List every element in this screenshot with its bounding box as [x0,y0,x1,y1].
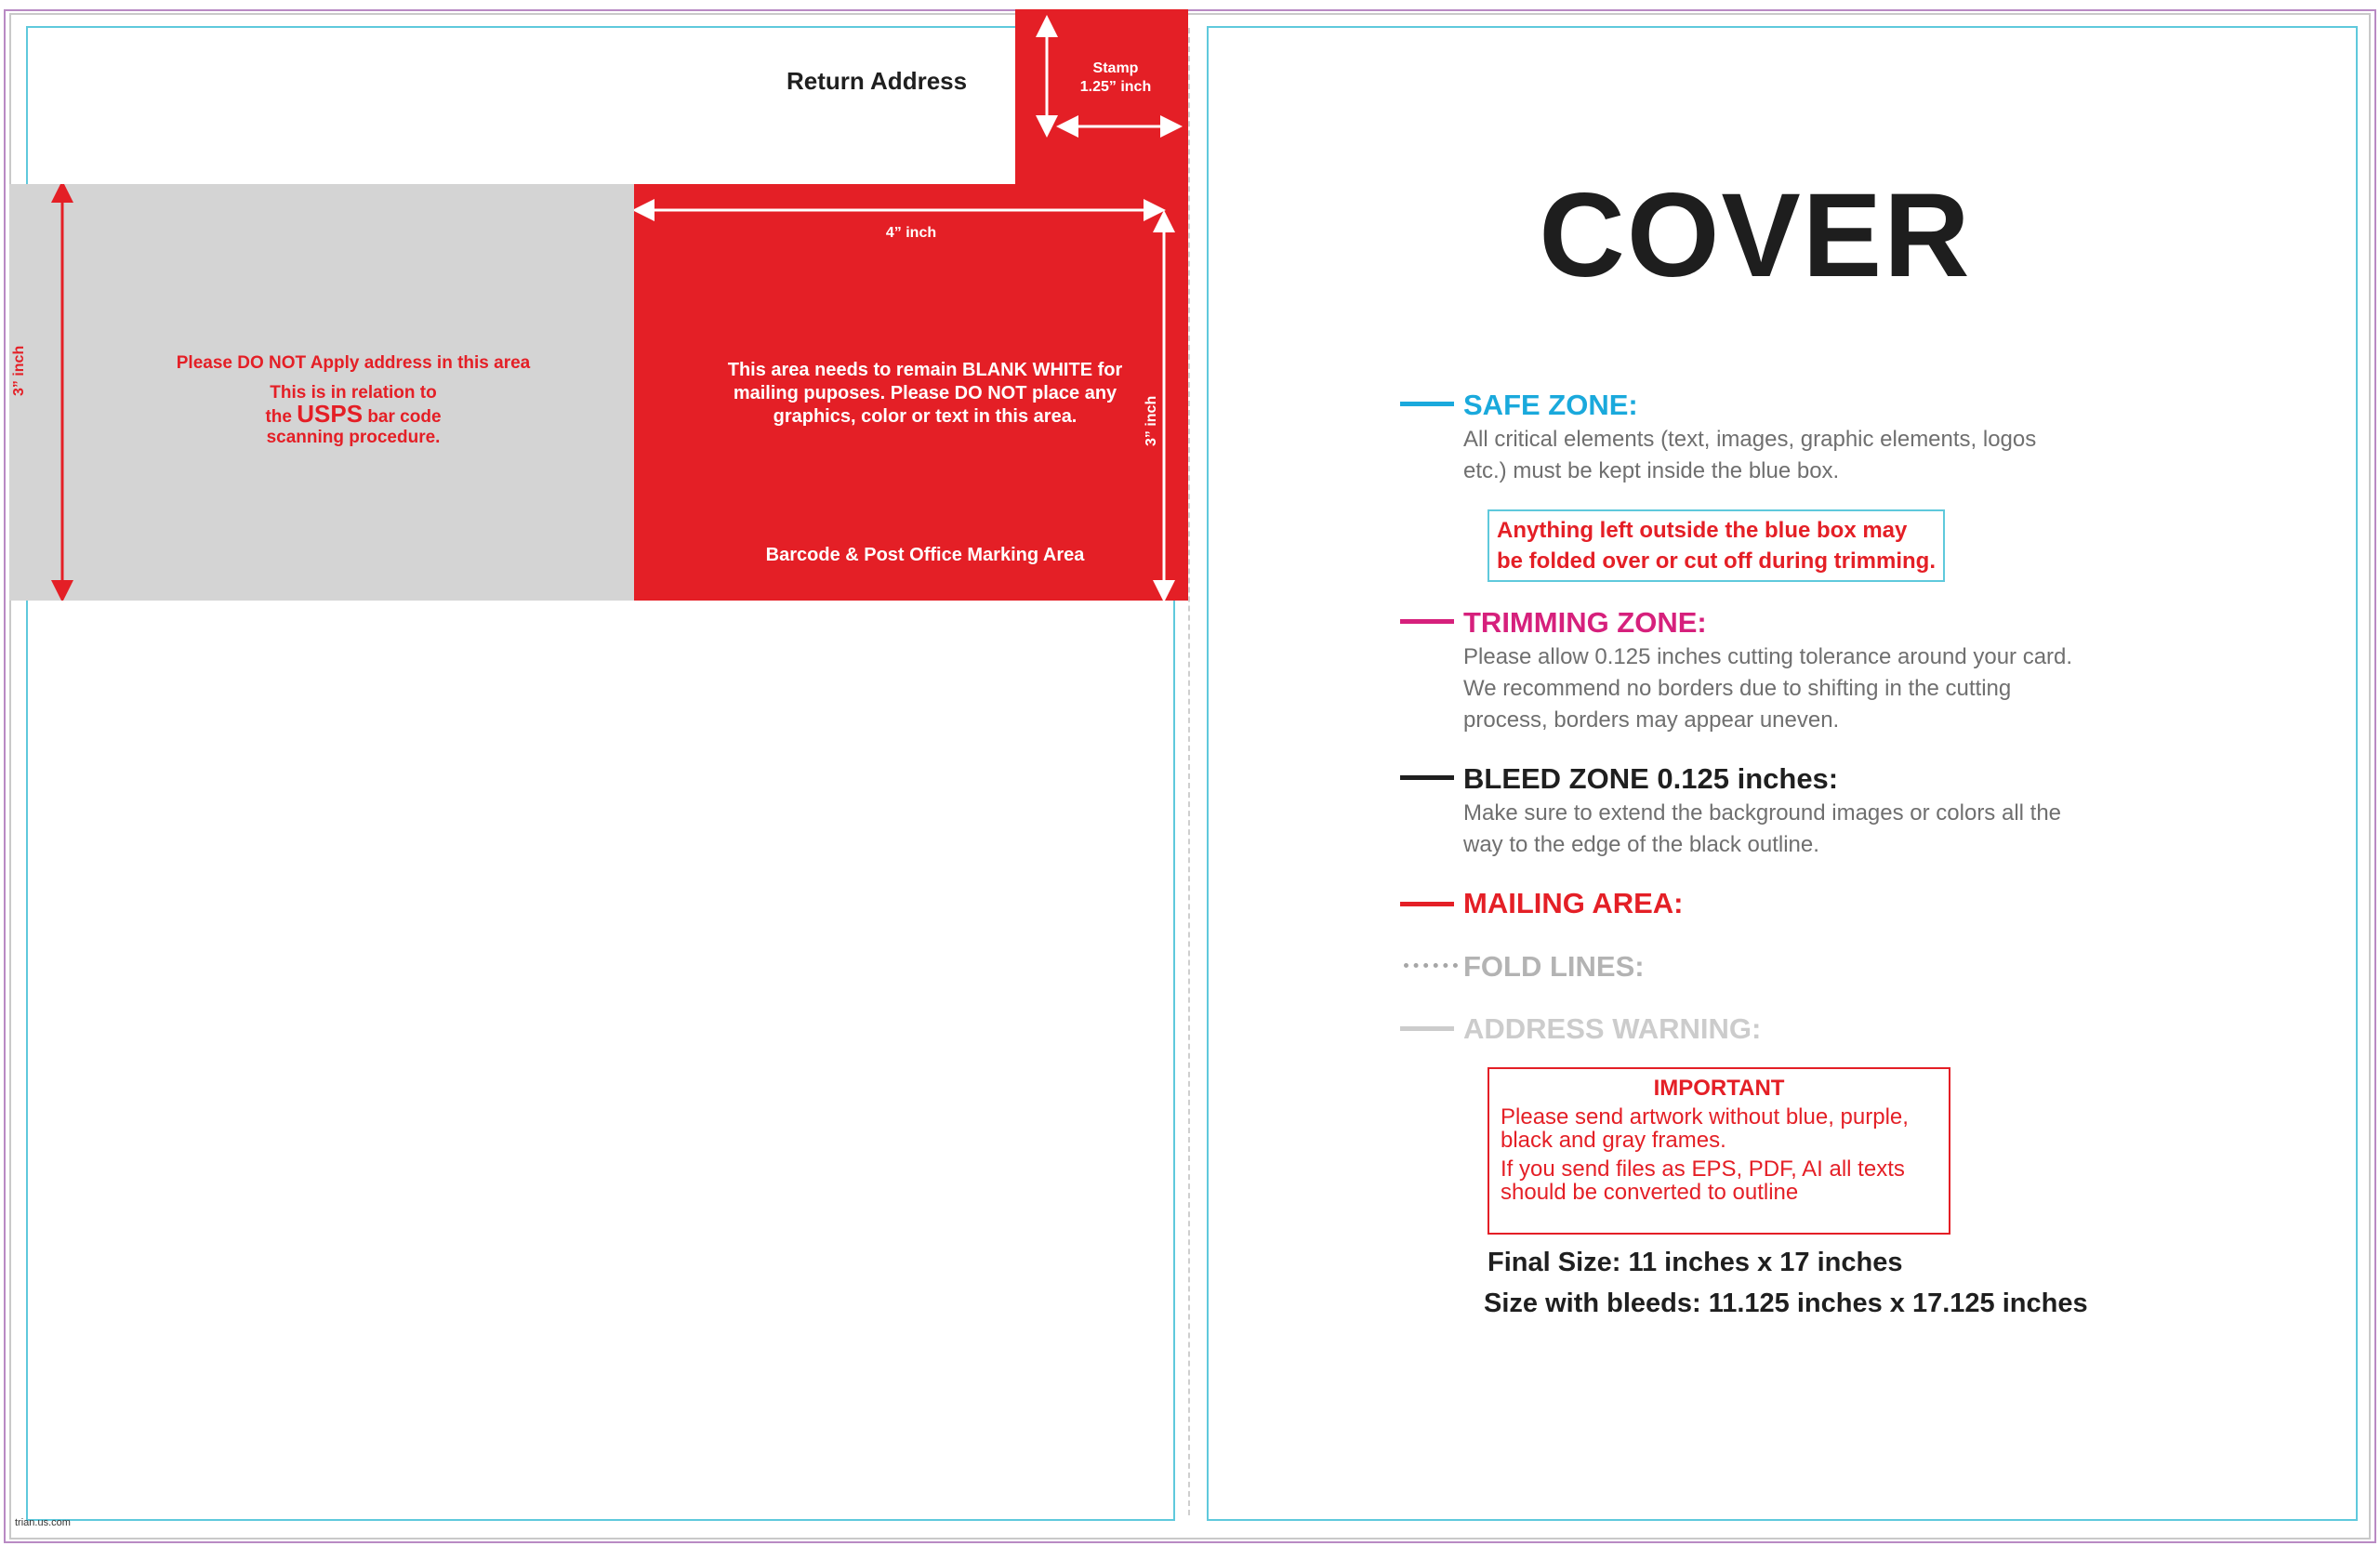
barcode-width-dimension: 4” inch [885,225,937,241]
trimming-zone-desc-line3: process, borders may appear uneven. [1463,707,1840,733]
gray-warning-title: Please DO NOT Apply address in this area [176,353,531,373]
gray-warning-block [139,353,567,448]
barcode-area-label: Barcode & Post Office Marking Area [765,545,1085,565]
address-warning-heading: ADDRESS WARNING: [1463,1012,1762,1045]
mailing-area-heading: MAILING AREA: [1463,887,1684,919]
barcode-warning-line2: mailing puposes. Please DO NOT place any [733,383,1117,403]
fold-line [1188,28,1190,1515]
safe-zone-note [1488,509,1945,582]
trimming-zone-swatch [1400,619,1454,624]
safe-zone-swatch [1400,402,1454,406]
trimming-zone-desc-line1: Please allow 0.125 inches cutting tolerance around your card. [1463,644,2073,669]
trimming-zone-heading: TRIMMING ZONE: [1463,606,1707,639]
bleed-zone-desc-line1: Make sure to extend the background images or colors all the [1463,800,2062,826]
bleed-zone-swatch [1400,775,1454,780]
mailing-area-swatch [1400,902,1454,906]
gray-relation-the: the [265,407,292,427]
barcode-area-warning [679,359,1171,429]
bleed-zone-heading: BLEED ZONE 0.125 inches: [1463,762,1839,795]
barcode-warning-line3: graphics, color or text in this area. [773,406,1078,427]
safe-zone-note-line2: be folded over or cut off during trimming. [1497,548,1936,574]
trimming-zone-description [1463,641,2072,736]
gray-relation-line3: scanning procedure. [266,428,441,447]
important-line2: black and gray frames. [1501,1128,1726,1153]
important-line4: should be converted to outline [1501,1180,1799,1205]
safe-zone-note-line1: Anything left outside the blue box may [1497,518,1908,543]
stamp-size-text: 1.25” inch [1079,79,1152,95]
gray-relation-line1: This is in relation to [270,383,437,403]
gray-relation-barcode: bar code [367,407,442,427]
gray-height-dimension: 3” inch [11,345,27,396]
barcode-height-dimension: 3” inch [1144,395,1159,446]
important-line1: Please send artwork without blue, purple, [1501,1104,1909,1130]
bleed-zone-desc-line2: way to the edge of the black outline. [1463,832,1819,857]
fold-lines-swatch [1404,963,1458,968]
safe-zone-description [1463,424,2036,487]
stamp-label-text: Stamp [1092,60,1139,76]
address-warning-swatch [1400,1026,1454,1031]
bleed-zone-description [1463,798,2061,861]
safe-zone-heading: SAFE ZONE: [1463,389,1638,421]
gray-height-arrow [50,184,78,601]
important-title: IMPORTANT [1653,1076,1785,1101]
gray-relation-usps: USPS [297,400,364,428]
safe-zone-desc-line2: etc.) must be kept inside the blue box. [1463,458,1840,483]
safe-zone-desc-line1: All critical elements (text, images, graphic elements, logos [1463,427,2037,452]
barcode-warning-line1: This area needs to remain BLANK WHITE for [727,360,1123,380]
size-with-bleeds: Size with bleeds: 11.125 inches x 17.125 inches [1484,1288,2088,1318]
gray-relation-line2 [139,400,567,428]
final-size: Final Size: 11 inches x 17 inches [1488,1248,1903,1277]
return-address-label: Return Address [787,67,968,95]
watermark: trian.us.com [15,1517,71,1528]
fold-lines-heading: FOLD LINES: [1463,950,1645,983]
cover-title: COVER [1539,169,1972,302]
trimming-zone-desc-line2: We recommend no borders due to shifting in the cutting [1463,676,2012,701]
important-notice [1488,1067,1950,1235]
important-line3: If you send files as EPS, PDF, AI all texts [1501,1156,1905,1182]
stamp-dimension-arrows [1015,9,1188,184]
